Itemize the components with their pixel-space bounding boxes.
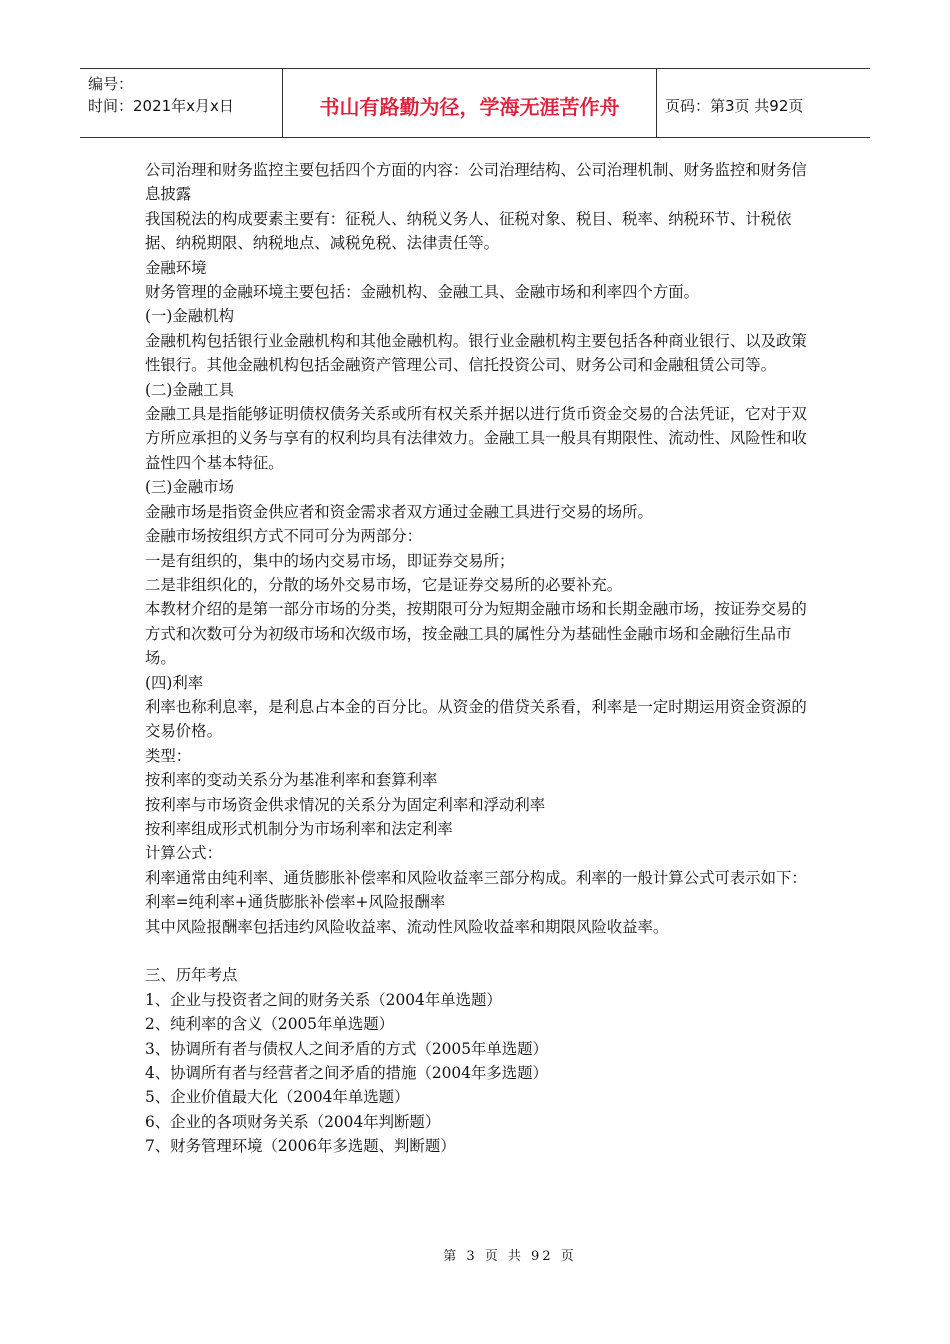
paragraph: 利率通常由纯利率、通货膨胀补偿率和风险收益率三部分构成。利率的一般计算公式可表示如下： <box>145 868 807 887</box>
subsection-heading: (一)金融机构 <box>145 307 234 326</box>
section-heading: 金融环境 <box>145 258 207 277</box>
exam-item: 6、企业的各项财务关系（2004年判断题） <box>145 1112 441 1131</box>
page-header <box>80 68 870 138</box>
paragraph: 按利率的变动关系分为基准利率和套算利率 <box>145 771 438 790</box>
exam-item: 7、财务管理环境（2006年多选题、判断题） <box>145 1137 456 1156</box>
paragraph: 公司治理和财务监控主要包括四个方面的内容：公司治理结构、公司治理机制、财务监控和财务信息披露 <box>145 161 807 204</box>
formula: 利率=纯利率+通货膨胀补偿率+风险报酬率 <box>145 893 446 912</box>
page-footer: 第 3 页 共 92 页 <box>443 1249 577 1264</box>
paragraph: 金融工具是指能够证明债权债务关系或所有权关系并据以进行货币资金交易的合法凭证，它对于双方所应承担的义务与享有的权利均具有法律效力。金融工具一般具有期限性、流动性、风险性和收益性四个基本特征。 <box>145 405 807 472</box>
paragraph: 其中风险报酬率包括违约风险收益率、流动性风险收益率和期限风险收益率。 <box>145 917 669 936</box>
exam-item: 5、企业价值最大化（2004年单选题） <box>145 1088 410 1107</box>
exam-item: 4、协调所有者与经营者之间矛盾的措施（2004年多选题） <box>145 1064 548 1083</box>
header-page-info: 页码：第3页 共92页 <box>665 96 804 115</box>
header-date: 时间：2021年x月x日 <box>88 97 234 115</box>
paragraph: 计算公式： <box>145 844 222 863</box>
paragraph: 二是非组织化的，分散的场外交易市场，它是证券交易所的必要补充。 <box>145 575 623 594</box>
exam-item: 2、纯利率的含义（2005年单选题） <box>145 1015 395 1034</box>
paragraph: 按利率组成形式机制分为市场利率和法定利率 <box>145 819 453 838</box>
paragraph: 我国税法的构成要素主要有：征税人、纳税义务人、征税对象、税目、税率、纳税环节、计税依据、纳税期限、纳税地点、减税免税、法律责任等。 <box>145 209 792 253</box>
subsection-heading: (二)金融工具 <box>145 380 234 399</box>
header-number-label: 编号： <box>88 75 134 93</box>
paragraph: 财务管理的金融环境主要包括：金融机构、金融工具、金融市场和利率四个方面。 <box>145 283 700 302</box>
paragraph: 类型： <box>145 746 192 765</box>
paragraph: 金融机构包括银行业金融机构和其他金融机构。银行业金融机构主要包括各种商业银行、以及政策性银行。其他金融机构包括金融资产管理公司、信托投资公司、财务公司和金融租赁公司等。 <box>145 331 807 375</box>
paragraph: 金融市场按组织方式不同可分为两部分： <box>145 527 423 546</box>
subsection-heading: (三)金融市场 <box>145 478 234 497</box>
document-body <box>145 158 815 1159</box>
exam-item: 1、企业与投资者之间的财务关系（2004年单选题） <box>145 990 502 1009</box>
exam-item: 3、协调所有者与债权人之间矛盾的方式（2005年单选题） <box>145 1039 548 1058</box>
header-meta <box>80 69 283 137</box>
exam-section-title: 三、历年考点 <box>145 966 238 985</box>
spacer <box>145 939 815 963</box>
subsection-heading: (四)利率 <box>145 673 204 692</box>
paragraph: 利率也称利息率，是利息占本金的百分比。从资金的借贷关系看，利率是一定时期运用资金资源的交易价格。 <box>145 697 807 741</box>
header-motto: 书山有路勤为径，学海无涯苦作舟 <box>283 69 657 137</box>
paragraph: 金融市场是指资金供应者和资金需求者双方通过金融工具进行交易的场所。 <box>145 502 653 521</box>
paragraph: 本教材介绍的是第一部分市场的分类，按期限可分为短期金融市场和长期金融市场，按证券交易的方式和次数可分为初级市场和次级市场，按金融工具的属性分为基础性金融市场和金融衍生品市场。 <box>145 600 807 668</box>
paragraph: 按利率与市场资金供求情况的关系分为固定利率和浮动利率 <box>145 795 546 814</box>
paragraph: 一是有组织的，集中的场内交易市场，即证券交易所； <box>145 551 515 570</box>
